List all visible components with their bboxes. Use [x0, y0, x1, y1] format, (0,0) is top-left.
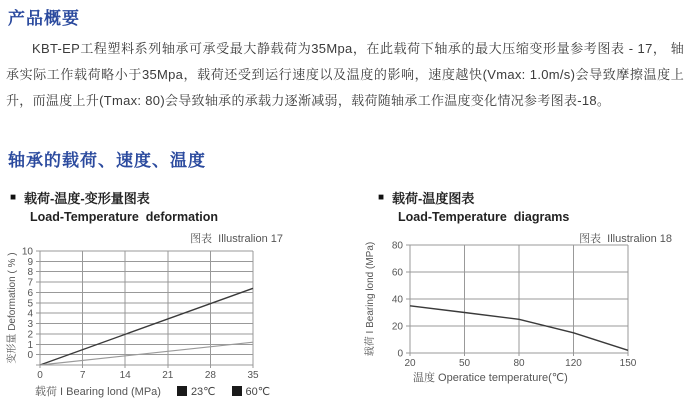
y-tick-label: 3 [27, 319, 33, 331]
x-tick-label: 7 [79, 370, 86, 381]
y-tick-label: 1 [27, 339, 33, 351]
chart-17-caption: 图表 Illustralion 17 [190, 233, 283, 245]
x-tick-label: 150 [619, 358, 637, 369]
chart-18-caption: 图表 Illustralion 18 [579, 233, 672, 245]
legend-item-23c [177, 385, 216, 398]
square-bullet-icon: ■ [378, 191, 385, 203]
section-title: 轴承的载荷、速度、温度 [8, 151, 206, 170]
x-tick-label: 21 [162, 370, 174, 381]
y-tick-label: 20 [391, 321, 403, 333]
legend-label-60c: 60℃ [245, 385, 271, 398]
y-axis-title: 载荷 I Bearing lond (MPa) [365, 241, 376, 357]
chart-18-load-temperature-diagram [360, 240, 660, 372]
chart-18-x-axis-title: 温度 Operatice temperature(℃) [413, 372, 568, 384]
page-title: 产品概要 [8, 9, 80, 28]
chart-17-axis-legend-row [35, 383, 270, 399]
legend-label-23c: 23℃ [190, 385, 216, 398]
x-tick-label: 28 [204, 370, 216, 381]
left-chart-title-en: Load-Temperature deformation [30, 210, 218, 224]
legend-item-60c [232, 385, 271, 398]
y-tick-label: 80 [391, 240, 403, 252]
left-chart-header [10, 188, 218, 224]
x-tick-label: 0 [37, 370, 43, 381]
y-tick-label: 7 [27, 277, 33, 289]
y-tick-label: 5 [27, 298, 33, 310]
x-tick-label: 50 [458, 358, 471, 369]
overview-paragraph: KBT-EP工程塑料系列轴承可承受最大静载荷为35Mpa，在此载荷下轴承的最大压缩变形量参考图表 - 17， 轴承实际工作载荷略小于35Mpa，载荷还受到运行速度以及温度的影响，速度越快(Vmax: 1.0m/s)会导致摩擦温度上升，而温度上升(Tmax: 80)会导致轴承的承载力逐渐减弱，载荷随轴承工作温度变化情况参考图表-18。 [6, 41, 684, 108]
right-chart-title-en: Load-Temperature diagrams [398, 210, 570, 224]
y-tick-label: 0 [397, 348, 403, 360]
right-chart-title-zh: 载荷-温度图表 [392, 191, 475, 206]
y-tick-label: 10 [21, 246, 33, 258]
y-tick-label: 60 [391, 267, 403, 279]
legend-swatch-60c [232, 386, 242, 396]
right-chart-header [378, 188, 569, 224]
y-tick-label: 6 [27, 287, 33, 299]
square-bullet-icon: ■ [10, 191, 17, 203]
x-tick-label: 14 [119, 370, 131, 381]
x-tick-label: 80 [513, 358, 525, 369]
y-tick-label: 4 [27, 308, 33, 320]
x-tick-label: 120 [565, 358, 582, 369]
legend-swatch-23c [177, 386, 187, 396]
x-tick-label: 20 [404, 358, 416, 369]
y-tick-label: 9 [27, 256, 33, 268]
x-tick-label: 35 [247, 370, 259, 381]
y-tick-label: 2 [27, 329, 33, 341]
y-tick-label: 40 [391, 294, 403, 306]
chart-17-x-axis-title: 载荷 I Bearing lond (MPa) [35, 386, 161, 398]
y-tick-label: 8 [27, 267, 33, 279]
y-axis-title: 变形量 Deformation ( % ) [7, 252, 18, 364]
chart-17-load-temperature-deformation [0, 243, 300, 383]
y-tick-label: 0 [27, 350, 33, 362]
left-chart-title-zh: 载荷-温度-变形量图表 [24, 191, 150, 206]
